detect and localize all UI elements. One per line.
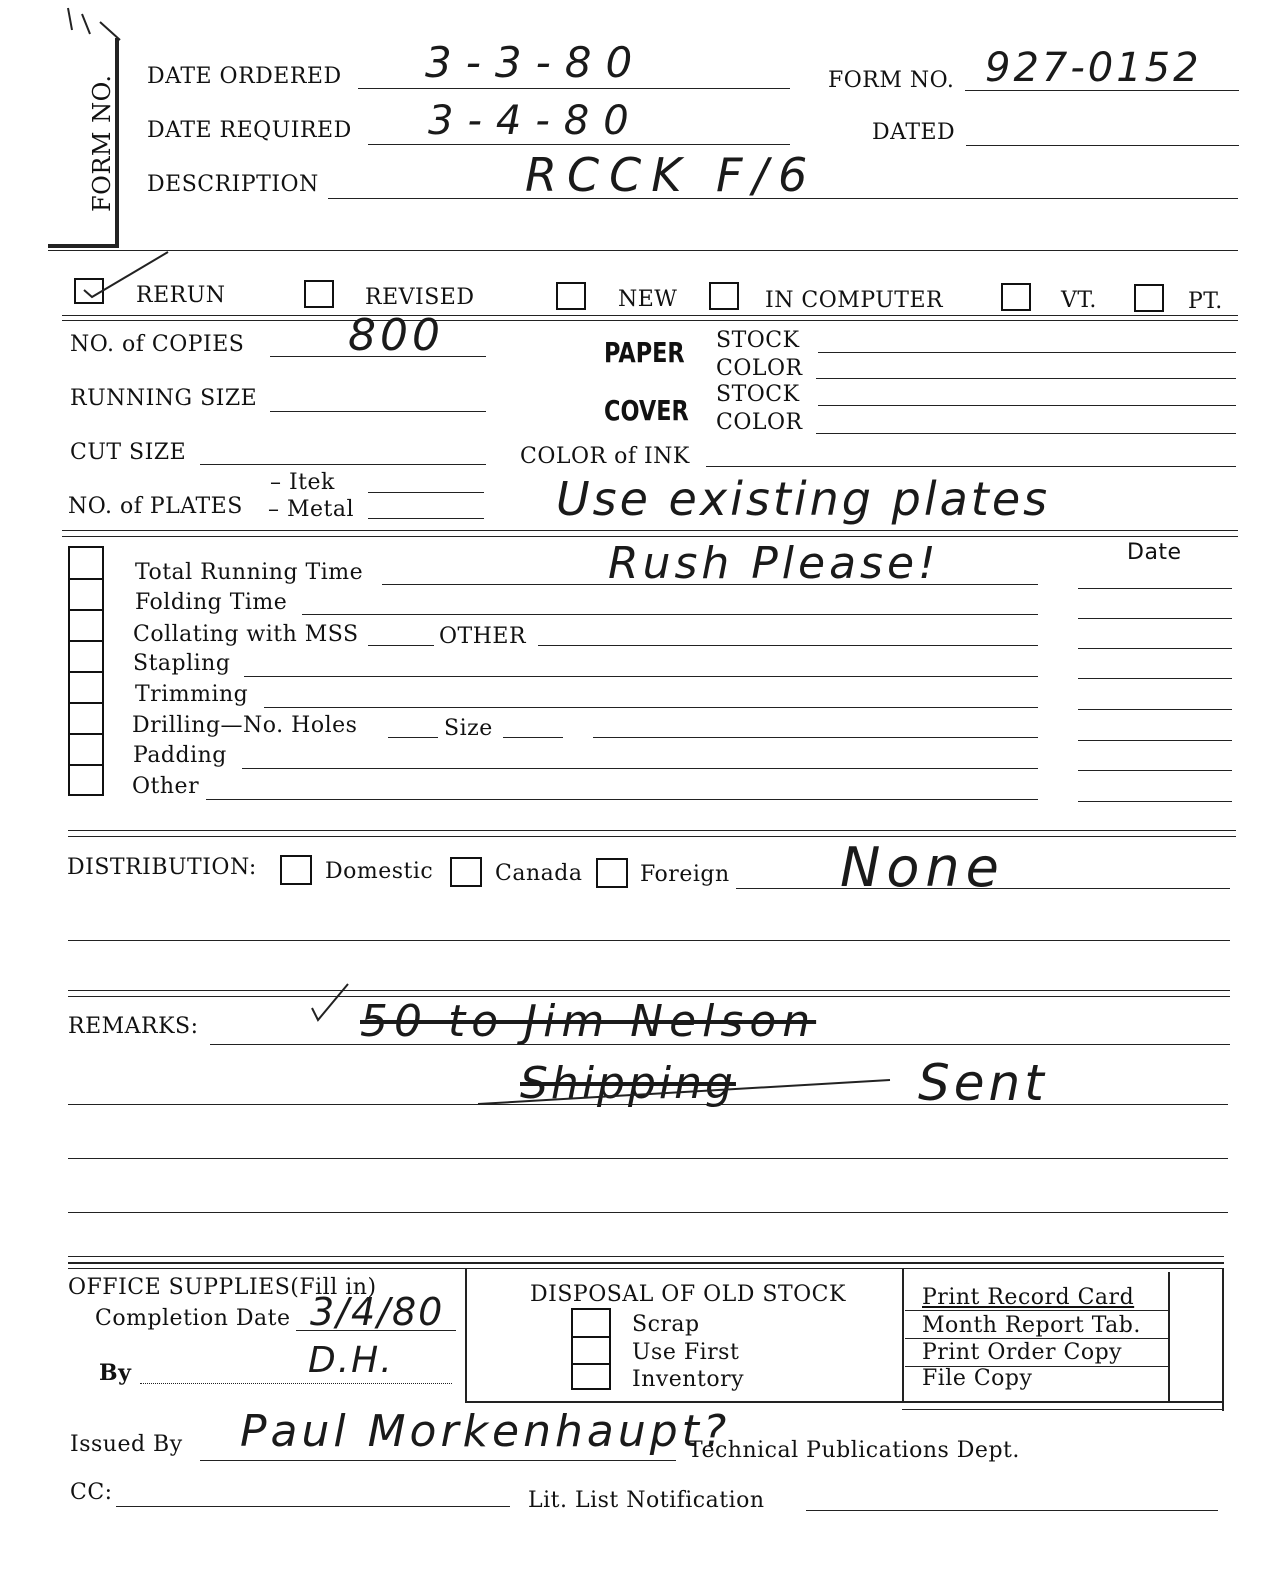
date-required-label: DATE REQUIRED [147,118,352,143]
form-no-vertical-label: FORM NO. [88,74,116,212]
lit-list-notification-label: Lit. List Notification [528,1488,765,1513]
canada-label: Canada [495,861,583,886]
office-supplies-title: OFFICE SUPPLIES(Fill in) [68,1275,377,1300]
print-record-card-label: Print Record Card [922,1285,1135,1310]
vt-label: VT. [1061,288,1097,313]
corner-marks [68,8,120,40]
trimming-label: Trimming [135,682,249,707]
cc-label: CC: [70,1480,113,1505]
paper-color-label: COLOR [716,356,803,381]
ink-label: COLOR of INK [520,444,690,469]
issued-by-label: Issued By [70,1432,183,1457]
metal-label: – Metal [268,497,355,522]
size-label: Size [444,716,493,741]
completion-date-value[interactable]: 3/4/80 [310,1290,445,1334]
disposal-inventory-label: Inventory [632,1367,745,1392]
distribution-label: DISTRIBUTION: [67,855,257,880]
cover-color-label: COLOR [716,410,803,435]
cover-label: COVER [604,394,689,427]
remarks-checkmark [312,984,348,1020]
stapling-label: Stapling [133,651,231,676]
sent-arrow [478,1080,890,1104]
form-no-label: FORM NO. [828,68,955,93]
disposal-title: DISPOSAL OF OLD STOCK [530,1282,846,1307]
rerun-label: RERUN [136,283,226,308]
paper-stock-label: STOCK [716,328,800,353]
new-label: NEW [618,287,678,312]
itek-label: – Itek [270,470,335,495]
remarks-struck-line-2[interactable]: Shipping [520,1058,736,1109]
rerun-checkmark [84,252,168,297]
paper-label: PAPER [604,336,685,369]
completion-date-label: Completion Date [95,1306,291,1331]
date-column-header: Date [1127,540,1182,565]
padding-label: Padding [133,743,227,768]
domestic-label: Domestic [325,859,434,884]
print-order-copy-label: Print Order Copy [922,1340,1123,1365]
remarks-value[interactable]: Sent [918,1054,1048,1112]
date-ordered-label: DATE ORDERED [147,64,342,89]
pt-label: PT. [1188,289,1223,314]
date-ordered-value[interactable]: 3-3-80 [425,38,647,87]
other-inline-label: OTHER [439,624,527,649]
file-copy-label: File Copy [922,1366,1033,1391]
description-value[interactable]: RCCK F/6 [525,148,818,202]
description-label: DESCRIPTION [147,172,319,197]
copies-label: NO. of COPIES [70,332,245,357]
department-label: Technical Publications Dept. [688,1438,1020,1463]
distribution-value[interactable]: None [840,836,1005,899]
running-size-label: RUNNING SIZE [70,386,258,411]
plates-label: NO. of PLATES [68,494,243,519]
running-note[interactable]: Rush Please! [608,538,940,589]
disposal-use-first-label: Use First [632,1340,740,1365]
dated-label: DATED [872,120,956,145]
disposal-scrap-label: Scrap [632,1312,700,1337]
plates-note[interactable]: Use existing plates [556,472,1051,526]
folding-label: Folding Time [135,590,288,615]
cover-stock-label: STOCK [716,382,800,407]
issued-by-value[interactable]: Paul Morkenhaupt? [240,1406,731,1457]
drilling-label: Drilling—No. Holes [132,713,358,738]
in-computer-label: IN COMPUTER [765,288,944,313]
date-required-value[interactable]: 3-4-80 [428,98,643,144]
foreign-label: Foreign [640,862,730,887]
month-report-tab-label: Month Report Tab. [922,1313,1141,1338]
copies-value[interactable]: 800 [348,310,444,361]
by-label: By [99,1360,132,1386]
total-running-time-label: Total Running Time [135,560,364,585]
cut-size-label: CUT SIZE [70,440,187,465]
remarks-label: REMARKS: [68,1014,199,1039]
collating-label: Collating with MSS [133,622,359,647]
other-label: Other [132,774,200,799]
remarks-struck-line-1[interactable]: 50 to Jim Nelson [360,996,817,1047]
revised-label: REVISED [365,285,475,310]
form-no-value[interactable]: 927-0152 [985,45,1202,91]
by-value[interactable]: D.H. [308,1340,394,1381]
